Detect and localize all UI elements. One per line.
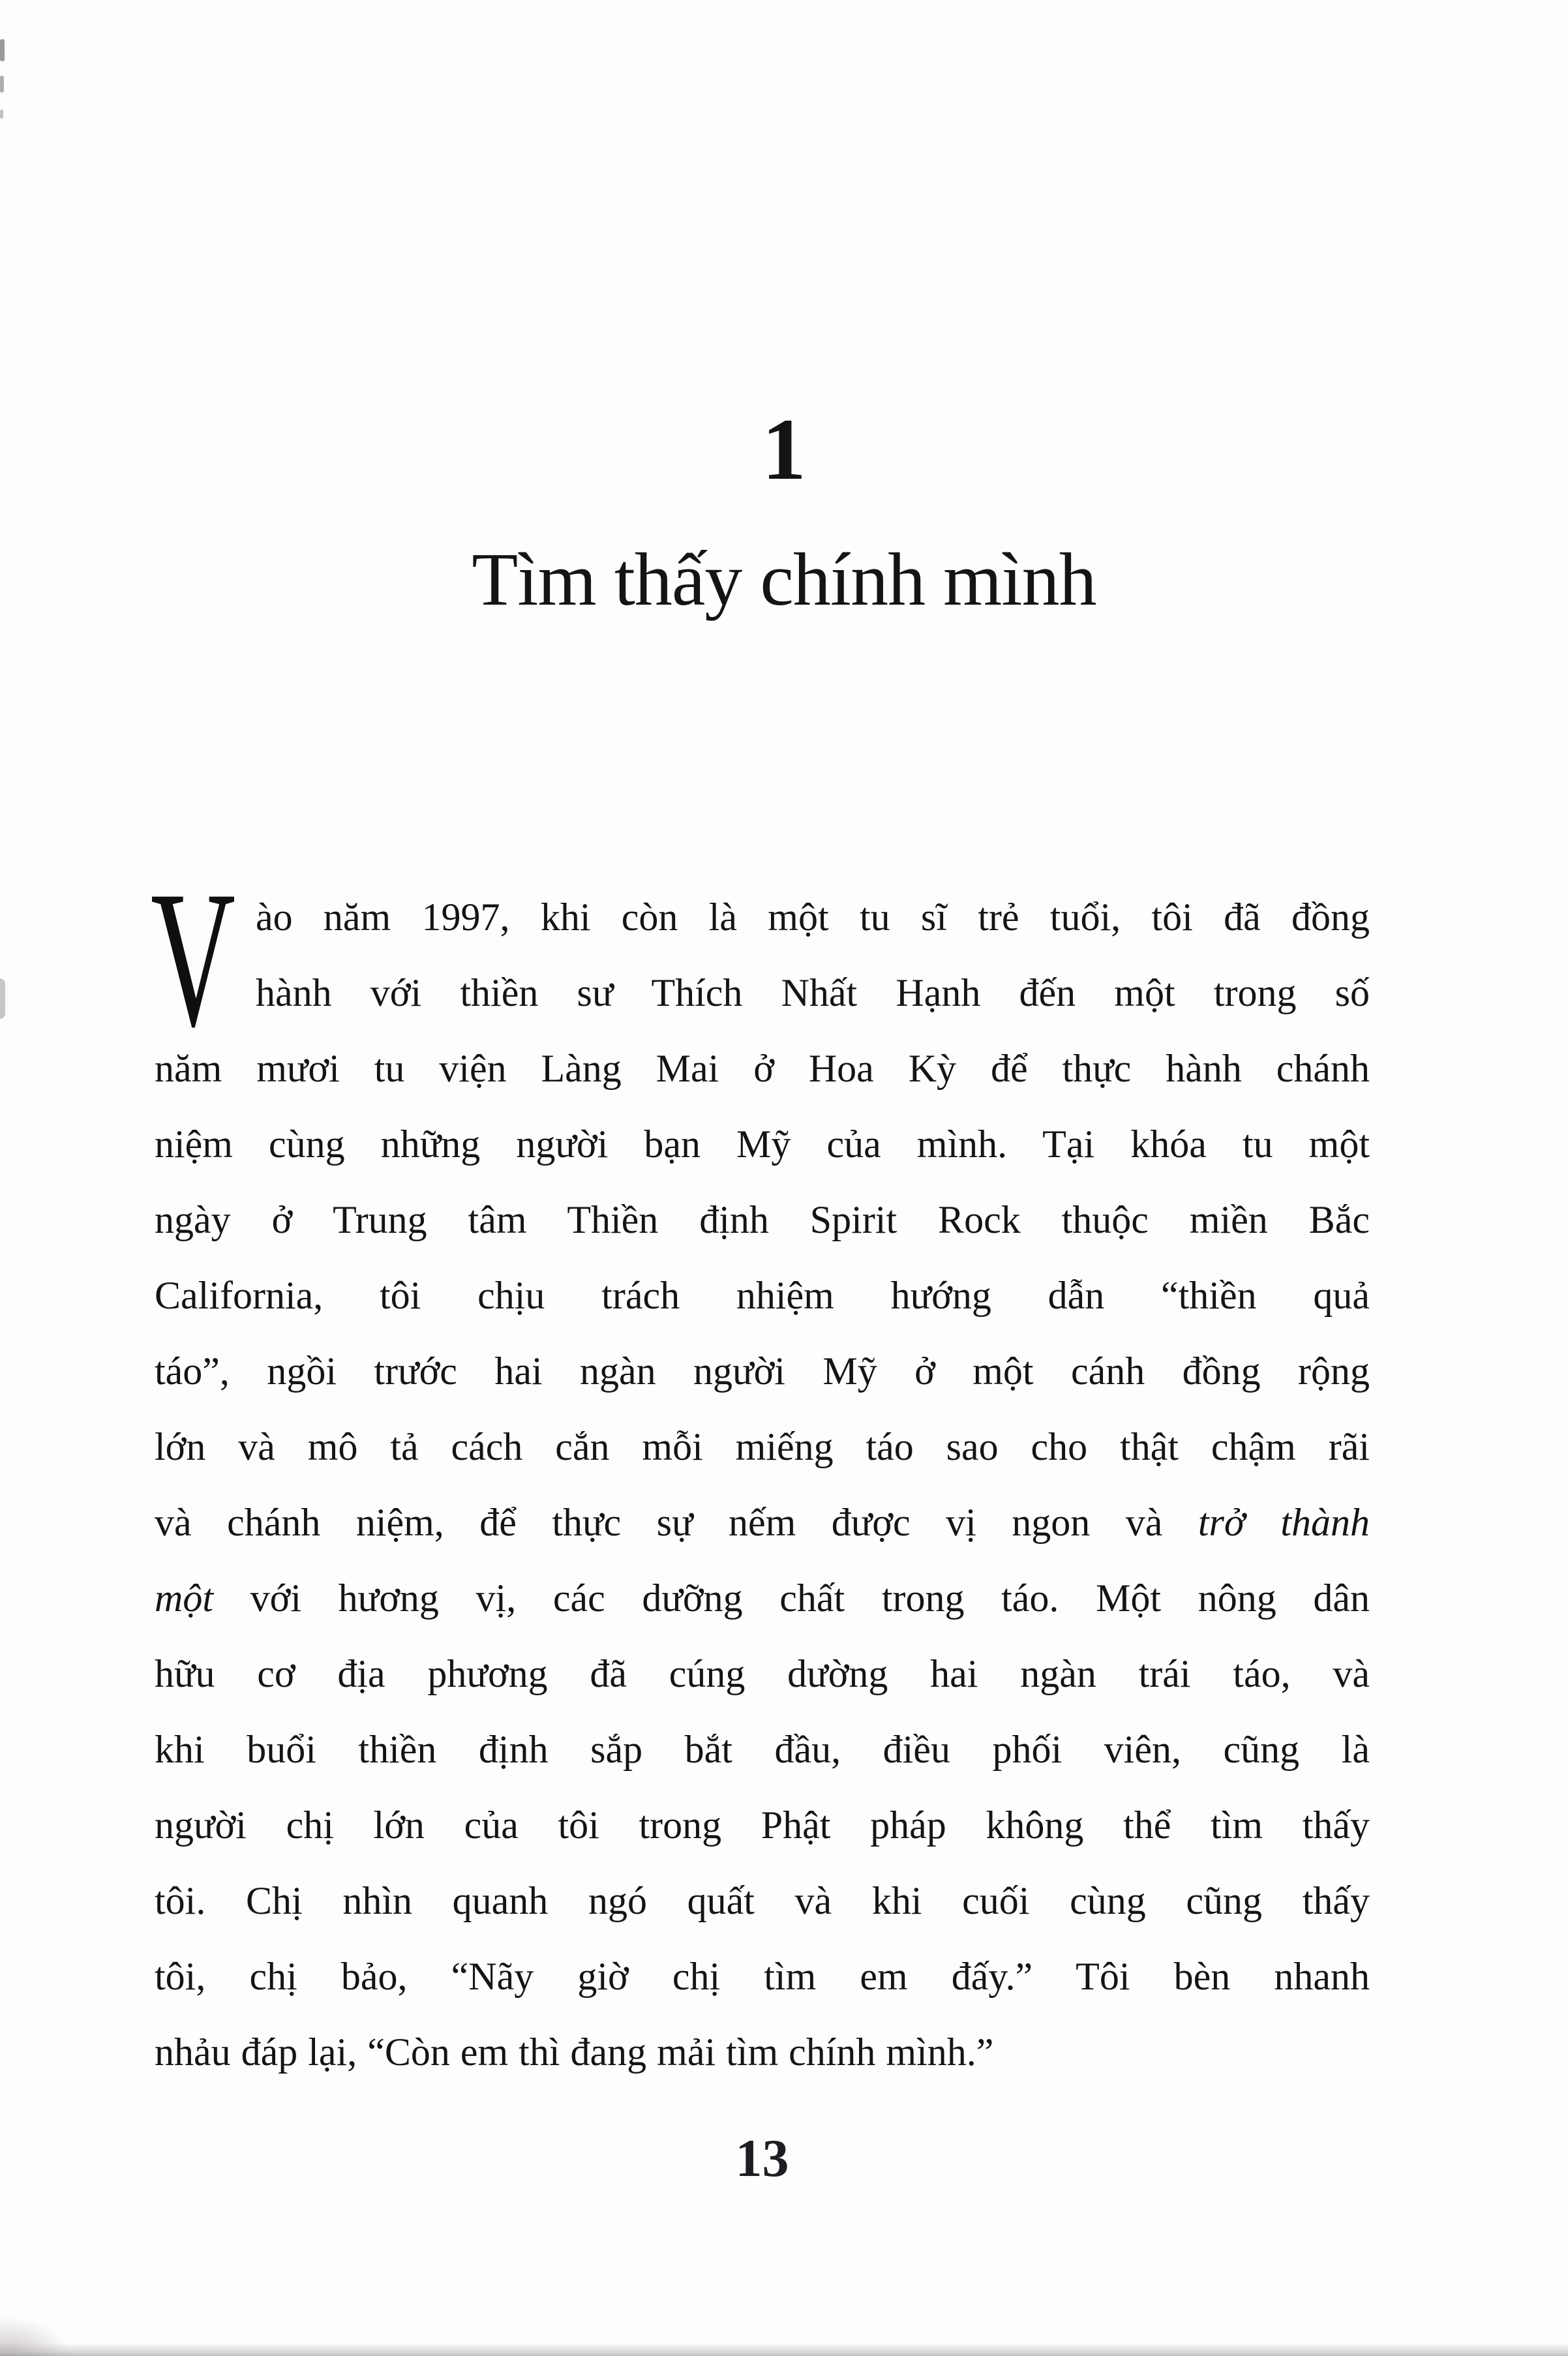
chapter-number: 1 [762,401,806,498]
page-number: 13 [735,2128,789,2188]
drop-cap [151,851,256,1067]
body-line: khi buổi thiền định sắp bắt đầu, điều phối viên, cũng là [155,1728,1370,1771]
body-line: hữu cơ địa phương đã cúng dường hai ngàn trái táo, và [155,1652,1370,1695]
body-line: niệm cùng những người bạn Mỹ của mình. Tại khóa tu một [155,1123,1370,1166]
scan-artifact-left-edge [0,978,5,1019]
scan-artifact-left-edge [0,110,3,119]
body-line: tôi. Chị nhìn quanh ngó quất và khi cuối cùng cũng thấy [155,1879,1370,1922]
body-paragraph [151,851,1370,2090]
body-line: nhảu đáp lại, “Còn em thì đang mải tìm chính mình.” [155,2031,994,2074]
body-line: California, tôi chịu trách nhiệm hướng dẫn “thiền quả [155,1274,1370,1317]
scan-artifact-bottom-edge [0,2343,1568,2356]
scan-artifact-left-edge [0,76,4,93]
body-line: táo”, ngồi trước hai ngàn người Mỹ ở một cánh đồng rộng [155,1350,1370,1393]
chapter-title: Tìm thấy chính mình [472,538,1096,622]
body-line: tôi, chị bảo, “Nãy giờ chị tìm em đấy.” Tôi bèn nhanh [155,1955,1370,1998]
body-line: năm mươi tu viện Làng Mai ở Hoa Kỳ để thực hành chánh [155,1047,1370,1090]
body-line: hành với thiền sư Thích Nhất Hạnh đến một trong số [256,971,1370,1014]
body-line: người chị lớn của tôi trong Phật pháp không thể tìm thấy [155,1804,1370,1847]
scan-artifact-left-edge [0,39,5,61]
paragraph-lines [155,879,1370,2090]
body-line: ngày ở Trung tâm Thiền định Spirit Rock thuộc miền Bắc [155,1198,1370,1241]
drop-cap-letter: V [151,851,235,1067]
body-line: lớn và mô tả cách cắn mỗi miếng táo sao cho thật chậm rãi [155,1425,1370,1468]
body-line: một với hương vị, các dưỡng chất trong táo. Một nông dân [155,1577,1370,1620]
body-line: và chánh niệm, để thực sự nếm được vị ngon và trở thành [155,1501,1370,1544]
body-line: ào năm 1997, khi còn là một tu sĩ trẻ tuổi, tôi đã đồng [256,896,1370,939]
